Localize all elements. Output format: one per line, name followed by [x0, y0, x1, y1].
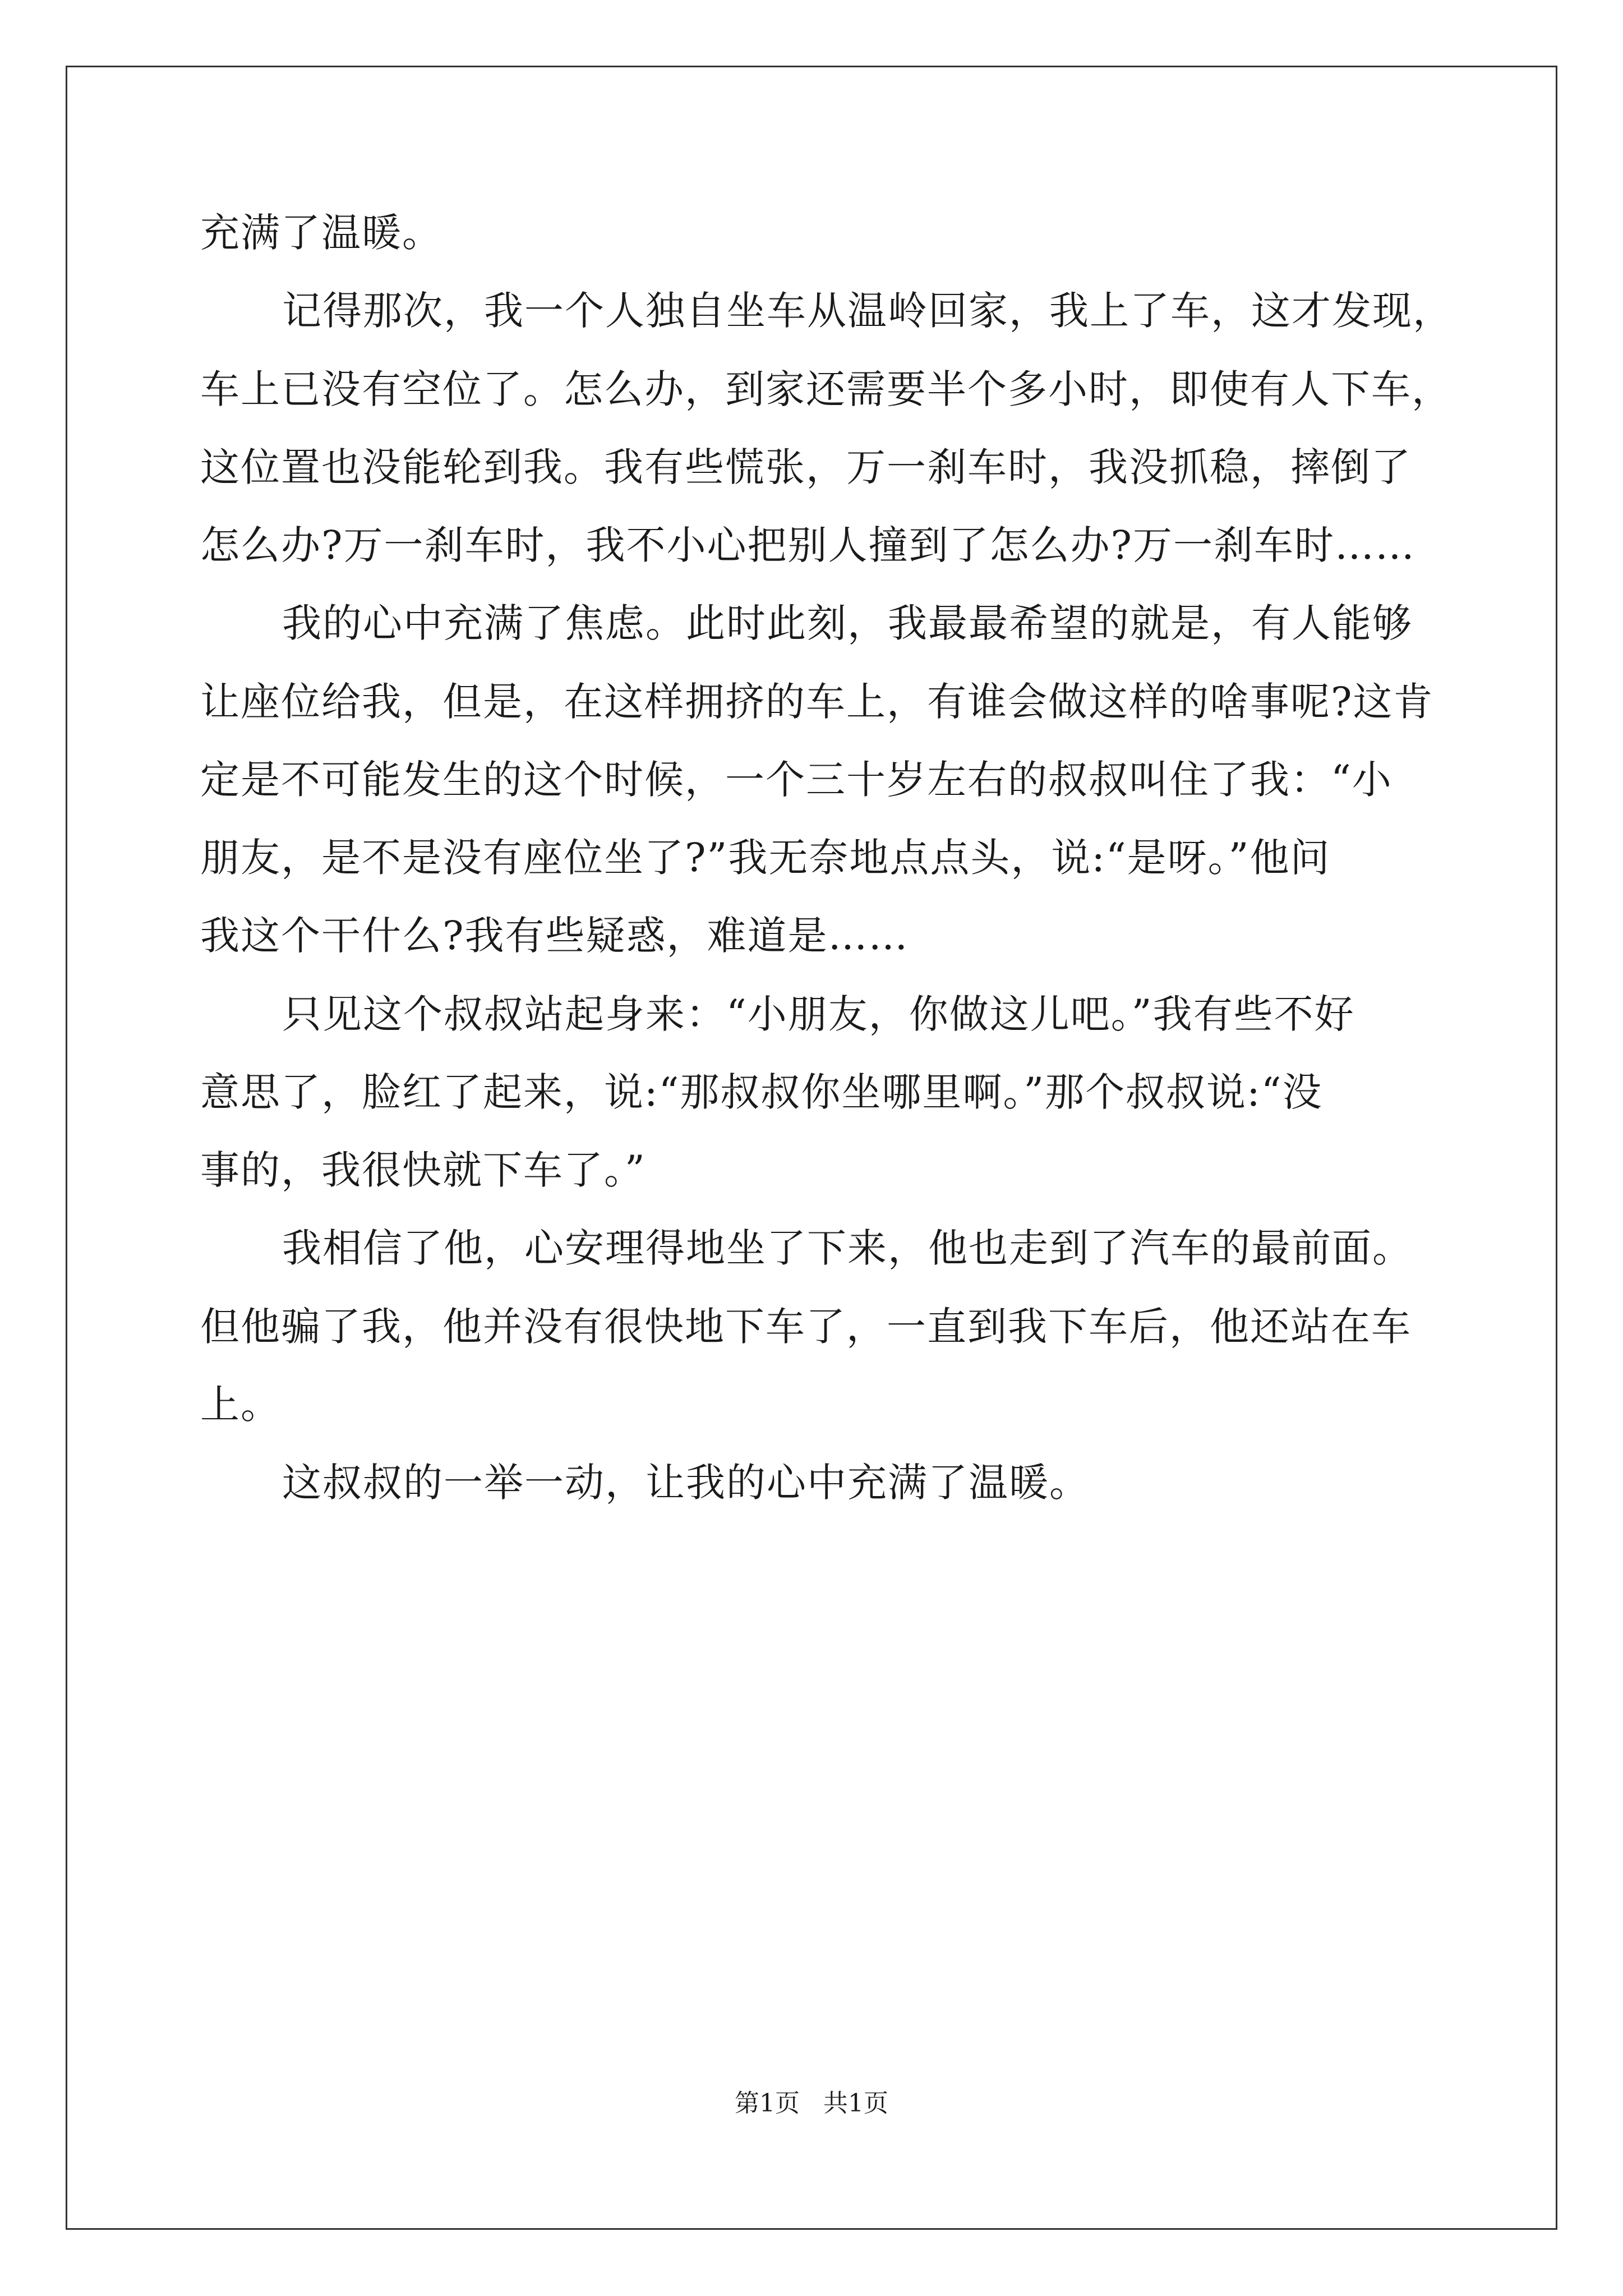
paragraph-start-line: 记得那次，我一个人独自坐车从温岭回家，我上了车，这才发现， [282, 288, 1453, 334]
text-line: 怎么办?万一刹车时，我不小心把别人撞到了怎么办?万一刹车时…… [200, 522, 1416, 568]
paragraph-start-line: 只见这个叔叔站起身来：“小朋友，你做这儿吧。”我有些不好 [282, 991, 1355, 1037]
text-line: 车上已没有空位了。怎么办，到家还需要半个多小时，即使有人下车， [200, 366, 1452, 412]
text-line: 事的，我很快就下车了。” [200, 1147, 646, 1193]
text-line: 意思了，脸红了起来，说:“那叔叔你坐哪里啊。”那个叔叔说:“没 [200, 1069, 1323, 1115]
text-line: 我这个干什么?我有些疑惑，难道是…… [200, 913, 909, 959]
page-number-footer: 第1页 共1页 [735, 2089, 888, 2118]
text-line: 但他骗了我，他并没有很快地下车了，一直到我下车后，他还站在车 [200, 1304, 1412, 1350]
text-line: 让座位给我，但是，在这样拥挤的车上，有谁会做这样的啥事呢?这肯 [200, 679, 1434, 725]
text-line: 上。 [200, 1382, 281, 1428]
paragraph-start-line: 这叔叔的一举一动，让我的心中充满了温暖。 [282, 1460, 1090, 1506]
text-line: 朋友，是不是没有座位坐了?”我无奈地点点头，说:“是呀。”他问 [200, 835, 1331, 881]
text-line: 定是不可能发生的这个时候，一个三十岁左右的叔叔叫住了我：“小 [200, 757, 1393, 803]
paragraph-start-line: 我相信了他，心安理得地坐了下来，他也走到了汽车的最前面。 [282, 1225, 1413, 1271]
paragraph-start-line: 我的心中充满了焦虑。此时此刻，我最最希望的就是，有人能够 [282, 600, 1413, 646]
text-line: 这位置也没能轮到我。我有些慌张，万一刹车时，我没抓稳，摔倒了 [200, 444, 1412, 490]
text-line: 充满了温暖。 [200, 210, 442, 256]
